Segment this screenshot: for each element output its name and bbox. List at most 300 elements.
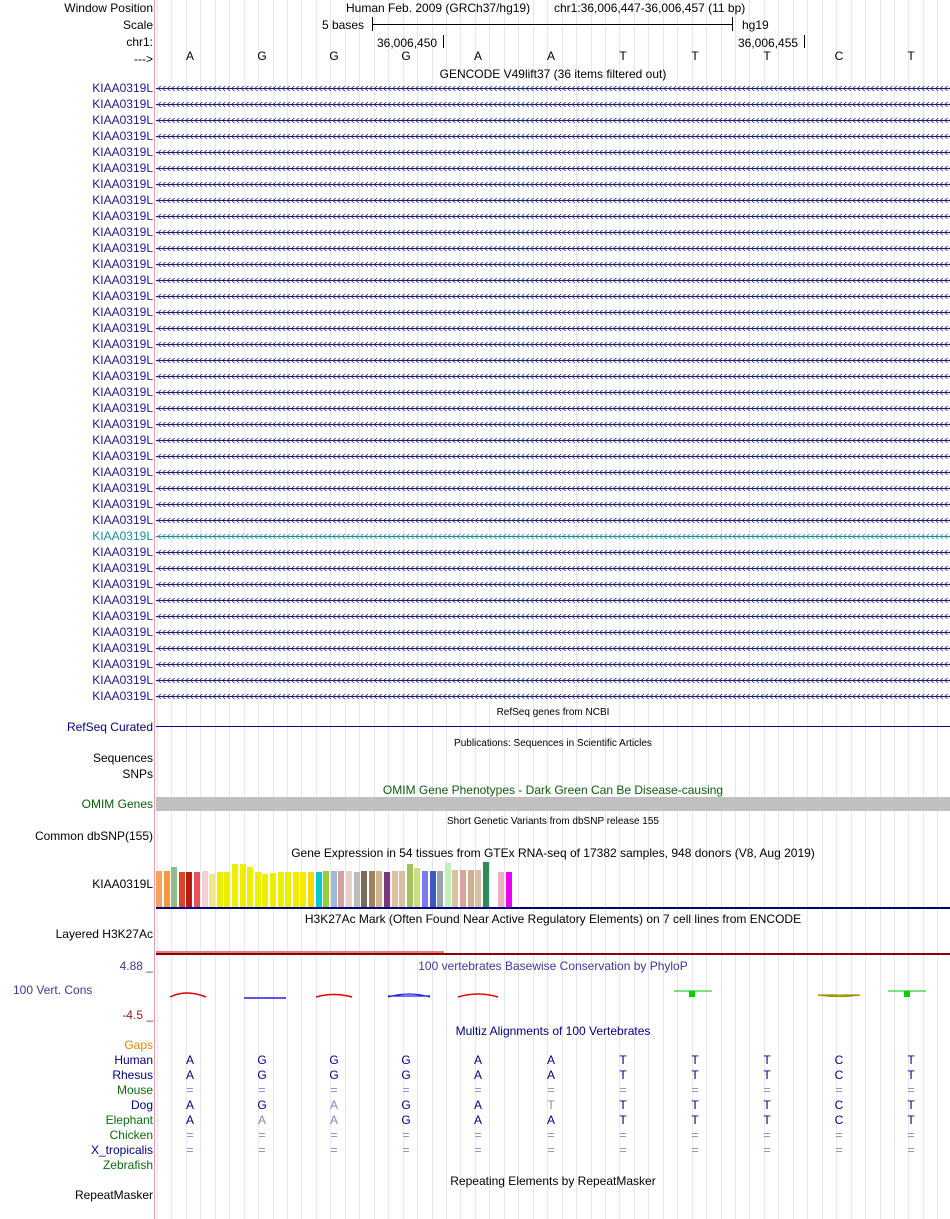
transcript-name[interactable]: KIAA0319L bbox=[92, 337, 153, 351]
transcript-name[interactable]: KIAA0319L bbox=[92, 209, 153, 223]
alignment-base: = bbox=[402, 1128, 410, 1142]
transcript-name[interactable]: KIAA0319L bbox=[92, 81, 153, 95]
alignment-base: = bbox=[186, 1083, 194, 1097]
gtex-tissue-bar[interactable] bbox=[384, 872, 390, 907]
sequence-base: T bbox=[619, 49, 627, 63]
transcript-name[interactable]: KIAA0319L bbox=[92, 449, 153, 463]
gencode-transcript-row[interactable] bbox=[0, 144, 950, 160]
gencode-transcript-row[interactable] bbox=[0, 656, 950, 672]
transcript-name[interactable]: KIAA0319L bbox=[92, 385, 153, 399]
alignment-base: = bbox=[907, 1083, 915, 1097]
gtex-tissue-bar[interactable] bbox=[262, 874, 268, 907]
gtex-tissue-bar[interactable] bbox=[331, 871, 337, 907]
gtex-tissue-bar[interactable] bbox=[209, 874, 215, 907]
alignment-base: T bbox=[691, 1068, 699, 1082]
transcript-strand-arrows[interactable] bbox=[156, 309, 950, 316]
gencode-transcript-row[interactable] bbox=[0, 688, 950, 704]
gencode-transcript-row[interactable] bbox=[0, 512, 950, 528]
alignment-base: = bbox=[619, 1143, 627, 1157]
alignment-base: G bbox=[401, 1113, 411, 1127]
transcript-strand-arrows[interactable] bbox=[156, 693, 950, 700]
transcript-name[interactable]: KIAA0319L bbox=[92, 289, 153, 303]
repeatmasker-track-title[interactable]: Repeating Elements by RepeatMasker bbox=[450, 1174, 656, 1188]
gtex-tissue-bar[interactable] bbox=[202, 871, 208, 907]
tick-right-label: 36,006,455 bbox=[738, 36, 799, 50]
sequence-base: T bbox=[763, 49, 771, 63]
alignment-base: T bbox=[619, 1098, 627, 1112]
gtex-expression-bars[interactable] bbox=[156, 859, 950, 907]
gtex-tissue-bar[interactable] bbox=[452, 870, 458, 907]
strand-label: ---> bbox=[134, 52, 153, 66]
gencode-track-title[interactable]: GENCODE V49lift37 (36 items filtered out) bbox=[439, 67, 667, 81]
alignment-base: A bbox=[546, 1113, 555, 1127]
omim-track-title[interactable]: OMIM Gene Phenotypes - Dark Green Can Be Disease-causing bbox=[382, 783, 724, 797]
sequence-base: C bbox=[834, 49, 844, 63]
sequence-base: A bbox=[473, 49, 482, 63]
db-label: hg19 bbox=[742, 18, 769, 32]
gtex-tissue-bar[interactable] bbox=[354, 872, 360, 907]
alignment-base: = bbox=[691, 1143, 699, 1157]
transcript-name[interactable]: KIAA0319L bbox=[92, 641, 153, 655]
alignment-base: A bbox=[185, 1098, 194, 1112]
alignment-base: G bbox=[401, 1068, 411, 1082]
transcript-strand-arrows[interactable] bbox=[156, 597, 950, 604]
gtex-tissue-bar[interactable] bbox=[338, 871, 344, 907]
gtex-tissue-bar[interactable] bbox=[316, 872, 322, 907]
gencode-transcript-row[interactable] bbox=[0, 96, 950, 112]
gencode-transcript-row[interactable] bbox=[0, 240, 950, 256]
gtex-tissue-bar[interactable] bbox=[490, 872, 496, 907]
transcript-strand-arrows[interactable] bbox=[156, 277, 950, 284]
phylop-mark-8-bar bbox=[904, 991, 910, 997]
alignment-base: A bbox=[185, 1053, 194, 1067]
species-label[interactable]: Dog bbox=[130, 1098, 153, 1112]
gtex-tissue-bar[interactable] bbox=[399, 871, 405, 907]
transcript-name[interactable]: KIAA0319L bbox=[92, 257, 153, 271]
transcript-strand-arrows[interactable] bbox=[156, 405, 950, 412]
omim-label[interactable]: OMIM Genes bbox=[81, 797, 153, 811]
alignment-base: = bbox=[330, 1128, 338, 1142]
scale-text: 5 bases bbox=[322, 18, 365, 32]
gencode-transcript-row[interactable] bbox=[0, 608, 950, 624]
alignment-base: = bbox=[258, 1143, 266, 1157]
alignment-base: C bbox=[834, 1053, 844, 1067]
alignment-base: = bbox=[835, 1083, 843, 1097]
gtex-tissue-bar[interactable] bbox=[300, 872, 306, 907]
phylop-mark-4 bbox=[388, 994, 430, 997]
alignment-base: G bbox=[257, 1053, 267, 1067]
phylop-conservation-plot[interactable] bbox=[156, 975, 950, 1015]
alignment-base: = bbox=[474, 1128, 482, 1142]
transcript-name[interactable]: KIAA0319L bbox=[92, 417, 153, 431]
gencode-transcript-row[interactable] bbox=[0, 592, 950, 608]
alignment-base: = bbox=[907, 1128, 915, 1142]
transcript-strand-arrows[interactable] bbox=[156, 117, 950, 124]
gtex-tissue-bar[interactable] bbox=[376, 871, 382, 907]
transcript-name[interactable]: KIAA0319L bbox=[92, 321, 153, 335]
alignment-base: T bbox=[691, 1113, 699, 1127]
multiz-track-title[interactable]: Multiz Alignments of 100 Vertebrates bbox=[455, 1024, 651, 1038]
alignment-base: G bbox=[257, 1068, 267, 1082]
transcript-name[interactable]: KIAA0319L bbox=[92, 193, 153, 207]
transcript-strand-arrows[interactable] bbox=[156, 469, 950, 476]
gencode-transcript-row[interactable] bbox=[0, 352, 950, 368]
gtex-tissue-bar[interactable] bbox=[164, 871, 170, 907]
gencode-transcript-row[interactable] bbox=[0, 336, 950, 352]
gtex-tissue-bar[interactable] bbox=[407, 864, 413, 907]
gencode-transcript-row[interactable] bbox=[0, 464, 950, 480]
gencode-transcript-row[interactable] bbox=[0, 80, 950, 96]
gtex-track-title[interactable]: Gene Expression in 54 tissues from GTEx RNA-seq of 17382 samples, 948 donors (V8, Aug 2019) bbox=[291, 846, 815, 860]
gtex-tissue-bar[interactable] bbox=[346, 871, 352, 907]
gtex-tissue-bar[interactable] bbox=[369, 871, 375, 907]
gencode-transcript-row[interactable] bbox=[0, 256, 950, 272]
alignment-base: = bbox=[258, 1083, 266, 1097]
h3k27ac-baseline bbox=[156, 953, 950, 955]
gencode-transcript-row[interactable] bbox=[0, 288, 950, 304]
alignment-base: A bbox=[546, 1068, 555, 1082]
gencode-transcript-row[interactable] bbox=[0, 400, 950, 416]
transcript-name[interactable]: KIAA0319L bbox=[92, 561, 153, 575]
transcript-strand-arrows[interactable] bbox=[156, 165, 950, 172]
sequence-base: G bbox=[257, 49, 267, 63]
refseq-label[interactable]: RefSeq Curated bbox=[66, 720, 153, 734]
transcript-name[interactable]: KIAA0319L bbox=[92, 113, 153, 127]
transcript-strand-arrows[interactable] bbox=[156, 485, 950, 492]
alignment-base: = bbox=[402, 1143, 410, 1157]
alignment-base: = bbox=[258, 1128, 266, 1142]
alignment-base: G bbox=[329, 1053, 339, 1067]
gencode-transcript-row[interactable] bbox=[0, 640, 950, 656]
gencode-transcript-row[interactable] bbox=[0, 384, 950, 400]
alignment-base: A bbox=[546, 1053, 555, 1067]
gtex-tissue-bar[interactable] bbox=[217, 872, 223, 907]
dbsnp-track-title[interactable]: Short Genetic Variants from dbSNP release 155 bbox=[447, 816, 659, 827]
dbsnp-label[interactable]: Common dbSNP(155) bbox=[34, 829, 153, 843]
gencode-transcript-row[interactable] bbox=[0, 432, 950, 448]
phylop-min-label: -4.5 _ bbox=[122, 1008, 153, 1022]
gtex-tissue-bar[interactable] bbox=[323, 871, 329, 907]
transcript-name[interactable]: KIAA0319L bbox=[92, 497, 153, 511]
alignment-base: = bbox=[330, 1083, 338, 1097]
transcript-strand-arrows[interactable] bbox=[156, 421, 950, 428]
transcript-name[interactable]: KIAA0319L bbox=[92, 241, 153, 255]
alignment-base: = bbox=[619, 1128, 627, 1142]
sequence-base: A bbox=[185, 49, 194, 63]
transcript-strand-arrows[interactable] bbox=[156, 565, 950, 572]
sequence-base: T bbox=[691, 49, 699, 63]
transcript-strand-arrows[interactable] bbox=[156, 261, 950, 268]
alignment-base: C bbox=[834, 1113, 844, 1127]
phylop-mark-6-bar bbox=[689, 991, 695, 997]
transcript-strand-arrows[interactable] bbox=[156, 149, 950, 156]
transcript-strand-arrows[interactable] bbox=[156, 581, 950, 588]
gtex-baseline bbox=[156, 907, 950, 909]
gencode-transcript-row[interactable] bbox=[0, 160, 950, 176]
gtex-tissue-bar[interactable] bbox=[361, 871, 367, 907]
gtex-tissue-bar[interactable] bbox=[483, 862, 489, 907]
publications-sequences-label[interactable]: Sequences bbox=[92, 751, 153, 765]
transcript-strand-arrows[interactable] bbox=[156, 549, 950, 556]
transcript-name[interactable]: KIAA0319L bbox=[92, 593, 153, 607]
gencode-transcript-row[interactable] bbox=[0, 224, 950, 240]
transcript-name[interactable]: KIAA0319L bbox=[92, 609, 153, 623]
transcript-strand-arrows[interactable] bbox=[156, 501, 950, 508]
gtex-tissue-bar[interactable] bbox=[293, 872, 299, 907]
gtex-tissue-bar[interactable] bbox=[422, 871, 428, 907]
alignment-base: G bbox=[257, 1098, 267, 1112]
alignment-base: C bbox=[834, 1068, 844, 1082]
alignment-base: = bbox=[474, 1143, 482, 1157]
gtex-tissue-bar[interactable] bbox=[506, 872, 512, 907]
transcript-strand-arrows[interactable] bbox=[156, 453, 950, 460]
gtex-tissue-bar[interactable] bbox=[232, 864, 238, 907]
transcript-strand-arrows[interactable] bbox=[156, 645, 950, 652]
transcript-name[interactable]: KIAA0319L bbox=[92, 433, 153, 447]
gtex-tissue-bar[interactable] bbox=[475, 870, 481, 907]
gtex-tissue-bar[interactable] bbox=[278, 872, 284, 907]
transcript-strand-arrows[interactable] bbox=[156, 325, 950, 332]
transcript-name[interactable]: KIAA0319L bbox=[92, 481, 153, 495]
alignment-base: A bbox=[473, 1053, 482, 1067]
alignment-base: = bbox=[763, 1143, 771, 1157]
alignment-base: = bbox=[547, 1128, 555, 1142]
gencode-transcript-row[interactable] bbox=[0, 112, 950, 128]
transcript-strand-arrows[interactable] bbox=[156, 437, 950, 444]
alignment-base: = bbox=[835, 1128, 843, 1142]
gencode-transcript-row[interactable] bbox=[0, 416, 950, 432]
transcript-name[interactable]: KIAA0319L bbox=[92, 177, 153, 191]
alignment-base: T bbox=[907, 1098, 915, 1112]
alignment-base: T bbox=[907, 1053, 915, 1067]
alignment-base: = bbox=[547, 1143, 555, 1157]
transcript-name[interactable]: KIAA0319L bbox=[92, 369, 153, 383]
gtex-tissue-bar[interactable] bbox=[224, 872, 230, 907]
gencode-transcript-row[interactable] bbox=[0, 576, 950, 592]
gtex-tissue-bar[interactable] bbox=[255, 872, 261, 907]
transcript-strand-arrows[interactable] bbox=[156, 245, 950, 252]
alignment-base: G bbox=[401, 1053, 411, 1067]
transcript-strand-arrows[interactable] bbox=[156, 613, 950, 620]
gencode-transcript-row[interactable] bbox=[0, 272, 950, 288]
phylop-mark-7 bbox=[818, 995, 860, 997]
gencode-transcript-row[interactable] bbox=[0, 480, 950, 496]
gtex-tissue-bar[interactable] bbox=[308, 872, 314, 907]
gtex-gene-label[interactable]: KIAA0319L bbox=[92, 877, 153, 891]
tick-right-mark bbox=[804, 35, 805, 48]
transcript-strand-arrows[interactable] bbox=[156, 357, 950, 364]
alignment-base: A bbox=[185, 1068, 194, 1082]
publications-snps-label[interactable]: SNPs bbox=[122, 767, 153, 781]
tick-left-mark bbox=[443, 35, 444, 48]
gencode-transcript-row[interactable] bbox=[0, 368, 950, 384]
alignment-base: = bbox=[835, 1143, 843, 1157]
species-label[interactable]: Zebrafish bbox=[102, 1158, 153, 1172]
alignment-base: T bbox=[763, 1113, 771, 1127]
gtex-tissue-bar[interactable] bbox=[240, 864, 246, 907]
alignment-base: = bbox=[763, 1128, 771, 1142]
alignment-base: T bbox=[763, 1098, 771, 1112]
alignment-base: = bbox=[186, 1128, 194, 1142]
transcript-name[interactable]: KIAA0319L bbox=[92, 145, 153, 159]
transcript-name[interactable]: KIAA0319L bbox=[92, 465, 153, 479]
transcript-strand-arrows[interactable] bbox=[156, 293, 950, 300]
alignment-base: T bbox=[619, 1053, 627, 1067]
phylop-max-label: 4.88 _ bbox=[119, 959, 153, 973]
transcript-name[interactable]: KIAA0319L bbox=[92, 529, 153, 543]
transcript-strand-arrows[interactable] bbox=[156, 373, 950, 380]
sequence-base: G bbox=[329, 49, 339, 63]
transcript-name[interactable]: KIAA0319L bbox=[92, 97, 153, 111]
gtex-tissue-bar[interactable] bbox=[247, 867, 253, 907]
gtex-tissue-bar[interactable] bbox=[270, 873, 276, 907]
transcript-name[interactable]: KIAA0319L bbox=[92, 305, 153, 319]
transcript-strand-arrows[interactable] bbox=[156, 677, 950, 684]
gencode-transcript-row[interactable] bbox=[0, 496, 950, 512]
transcript-name[interactable]: KIAA0319L bbox=[92, 657, 153, 671]
scale-bar-left-tick bbox=[372, 17, 373, 31]
transcript-strand-arrows[interactable] bbox=[156, 85, 950, 92]
alignment-base: A bbox=[329, 1098, 338, 1112]
alignment-base: C bbox=[834, 1098, 844, 1112]
alignment-base: G bbox=[329, 1068, 339, 1082]
species-label[interactable]: Human bbox=[114, 1053, 153, 1067]
gencode-transcript-row[interactable] bbox=[0, 208, 950, 224]
transcript-name[interactable]: KIAA0319L bbox=[92, 625, 153, 639]
transcript-strand-arrows[interactable] bbox=[156, 341, 950, 348]
alignment-base: A bbox=[257, 1113, 266, 1127]
gtex-tissue-bar[interactable] bbox=[430, 871, 436, 907]
transcript-name[interactable]: KIAA0319L bbox=[92, 225, 153, 239]
transcript-name[interactable]: KIAA0319L bbox=[92, 161, 153, 175]
gencode-transcript-row[interactable] bbox=[0, 544, 950, 560]
transcript-name[interactable]: KIAA0319L bbox=[92, 401, 153, 415]
transcript-strand-arrows[interactable] bbox=[156, 389, 950, 396]
alignment-base: = bbox=[474, 1083, 482, 1097]
gtex-tissue-bar[interactable] bbox=[414, 868, 420, 907]
gencode-transcript-row[interactable] bbox=[0, 528, 950, 544]
gencode-transcript-row[interactable] bbox=[0, 192, 950, 208]
gencode-transcript-row[interactable] bbox=[0, 176, 950, 192]
refseq-gene-line[interactable] bbox=[156, 726, 950, 727]
gtex-tissue-bar[interactable] bbox=[156, 871, 162, 907]
transcript-name[interactable]: KIAA0319L bbox=[92, 577, 153, 591]
alignment-base: T bbox=[691, 1098, 699, 1112]
transcript-strand-arrows[interactable] bbox=[156, 533, 950, 540]
gtex-tissue-bar[interactable] bbox=[445, 863, 451, 907]
alignment-base: T bbox=[907, 1068, 915, 1082]
gencode-transcript-row[interactable] bbox=[0, 448, 950, 464]
h3k27ac-track-title[interactable]: H3K27Ac Mark (Often Found Near Active Regulatory Elements) on 7 cell lines from ENCODE bbox=[304, 912, 802, 926]
species-label[interactable]: Chicken bbox=[109, 1128, 153, 1142]
alignment-base: A bbox=[473, 1068, 482, 1082]
gtex-tissue-bar[interactable] bbox=[285, 872, 291, 907]
phylop-label[interactable]: 100 Vert. Cons bbox=[13, 983, 93, 997]
alignment-base: T bbox=[619, 1068, 627, 1082]
transcript-strand-arrows[interactable] bbox=[156, 229, 950, 236]
transcript-name[interactable]: KIAA0319L bbox=[92, 273, 153, 287]
alignment-base: T bbox=[547, 1098, 555, 1112]
alignment-base: = bbox=[330, 1143, 338, 1157]
sequence-base: A bbox=[546, 49, 555, 63]
species-label[interactable]: Elephant bbox=[105, 1113, 153, 1127]
alignment-base: = bbox=[907, 1143, 915, 1157]
scale-label: Scale bbox=[122, 18, 153, 32]
gtex-tissue-bar[interactable] bbox=[392, 871, 398, 907]
transcript-name[interactable]: KIAA0319L bbox=[92, 689, 153, 703]
tick-left-label: 36,006,450 bbox=[377, 36, 438, 50]
track-boundary bbox=[154, 0, 155, 1219]
transcript-strand-arrows[interactable] bbox=[156, 661, 950, 668]
alignment-base: G bbox=[401, 1098, 411, 1112]
alignment-base: = bbox=[763, 1083, 771, 1097]
position-text: chr1:36,006,447-36,006,457 (11 bp) bbox=[554, 1, 746, 15]
gtex-tissue-bar[interactable] bbox=[437, 871, 443, 907]
transcript-name[interactable]: KIAA0319L bbox=[92, 129, 153, 143]
transcript-name[interactable]: KIAA0319L bbox=[92, 353, 153, 367]
gencode-transcript-row[interactable] bbox=[0, 128, 950, 144]
gencode-transcript-row[interactable] bbox=[0, 560, 950, 576]
alignment-base: T bbox=[763, 1053, 771, 1067]
h3k27ac-label[interactable]: Layered H3K27Ac bbox=[55, 927, 153, 941]
gtex-tissue-bar[interactable] bbox=[498, 872, 504, 907]
gtex-tissue-bar[interactable] bbox=[171, 867, 177, 907]
species-label[interactable]: X_tropicalis bbox=[90, 1143, 153, 1157]
scale-bar bbox=[372, 24, 733, 25]
publications-track-title[interactable]: Publications: Sequences in Scientific Articles bbox=[454, 738, 652, 749]
gtex-tissue-bar[interactable] bbox=[194, 872, 200, 907]
phylop-mark-5 bbox=[458, 994, 498, 997]
gtex-tissue-bar[interactable] bbox=[468, 870, 474, 907]
transcript-strand-arrows[interactable] bbox=[156, 101, 950, 108]
transcript-name[interactable]: KIAA0319L bbox=[92, 513, 153, 527]
species-label[interactable]: Mouse bbox=[116, 1083, 153, 1097]
transcript-strand-arrows[interactable] bbox=[156, 517, 950, 524]
scale-bar-right-tick bbox=[732, 17, 733, 31]
transcript-name[interactable]: KIAA0319L bbox=[92, 545, 153, 559]
phylop-track-title[interactable]: 100 vertebrates Basewise Conservation by PhyloP bbox=[418, 959, 688, 973]
alignment-base: A bbox=[473, 1098, 482, 1112]
species-label[interactable]: Rhesus bbox=[112, 1068, 153, 1082]
gtex-tissue-bar[interactable] bbox=[186, 872, 192, 907]
gtex-tissue-bar[interactable] bbox=[179, 872, 185, 907]
gencode-transcript-row[interactable] bbox=[0, 320, 950, 336]
omim-gene-bar[interactable] bbox=[156, 797, 950, 811]
transcript-strand-arrows[interactable] bbox=[156, 629, 950, 636]
repeatmasker-label[interactable]: RepeatMasker bbox=[74, 1188, 153, 1202]
transcript-strand-arrows[interactable] bbox=[156, 181, 950, 188]
gencode-transcript-row[interactable] bbox=[0, 624, 950, 640]
transcript-strand-arrows[interactable] bbox=[156, 197, 950, 204]
gencode-transcript-row[interactable] bbox=[0, 672, 950, 688]
alignment-base: T bbox=[763, 1068, 771, 1082]
alignment-base: T bbox=[619, 1113, 627, 1127]
alignment-base: A bbox=[473, 1113, 482, 1127]
alignment-base: = bbox=[691, 1083, 699, 1097]
alignment-base: = bbox=[186, 1143, 194, 1157]
refseq-track-title[interactable]: RefSeq genes from NCBI bbox=[496, 707, 610, 718]
gaps-label: Gaps bbox=[124, 1038, 153, 1052]
transcript-strand-arrows[interactable] bbox=[156, 213, 950, 220]
transcript-name[interactable]: KIAA0319L bbox=[92, 673, 153, 687]
gencode-transcript-row[interactable] bbox=[0, 304, 950, 320]
gtex-tissue-bar[interactable] bbox=[460, 870, 466, 907]
alignment-base: = bbox=[691, 1128, 699, 1142]
alignment-base: = bbox=[619, 1083, 627, 1097]
alignment-base: A bbox=[329, 1113, 338, 1127]
transcript-strand-arrows[interactable] bbox=[156, 133, 950, 140]
phylop-mark-3 bbox=[316, 995, 352, 998]
